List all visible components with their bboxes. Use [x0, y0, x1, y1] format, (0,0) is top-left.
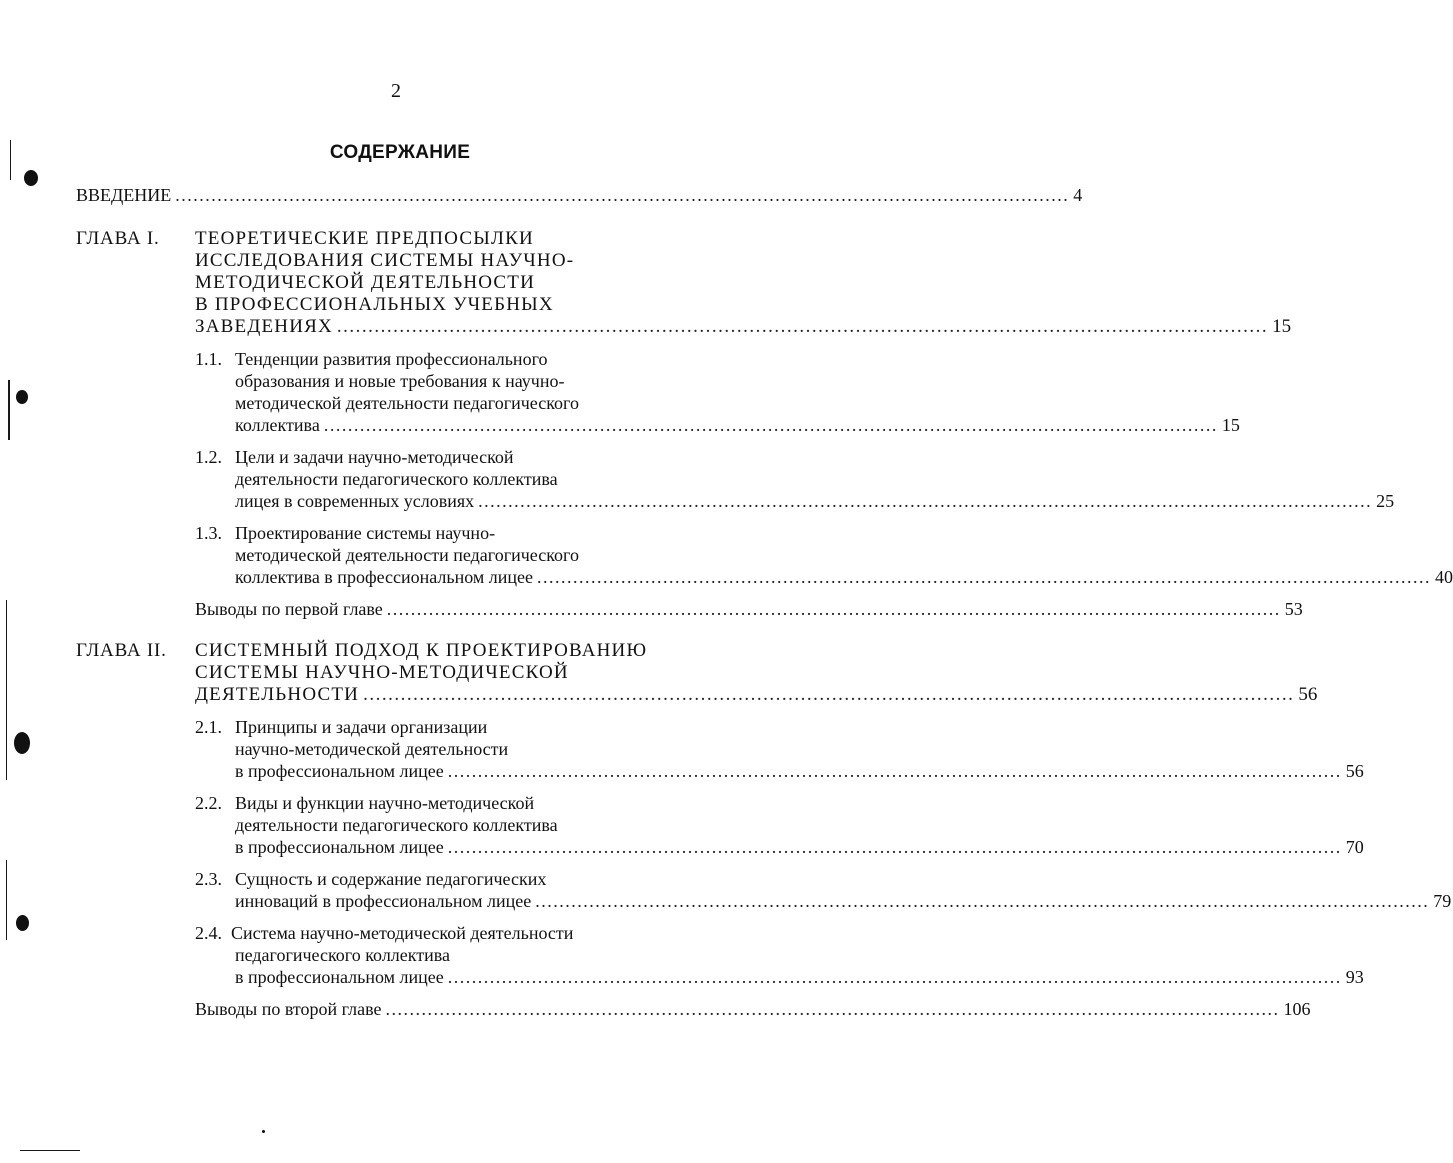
- leader-dots: .....................................................................................................................................................: [323, 415, 1218, 435]
- toc-entry-conclusion: [195, 998, 1311, 1020]
- leader-dots: .....................................................................................................................................................: [385, 999, 1280, 1019]
- toc-page-number: 93: [1345, 967, 1364, 987]
- page-number: 2: [391, 80, 401, 102]
- section-line: в профессиональном лицее: [235, 967, 444, 987]
- chapter-label: ГЛАВА I.: [76, 228, 160, 249]
- leader-dots: .....................................................................................................................................................: [363, 684, 1295, 705]
- leader-dots: .....................................................................................................................................................: [447, 837, 1342, 857]
- section-line: методической деятельности педагогического: [235, 393, 579, 413]
- section-line: лицея в современных условиях: [235, 491, 475, 511]
- section-line: Тенденции развития профессионального: [235, 349, 548, 369]
- section-number: 1.1.: [195, 349, 222, 369]
- section-line: в профессиональном лицее: [235, 837, 444, 857]
- scan-artifact-line: [6, 860, 7, 940]
- toc-page-number: 25: [1376, 491, 1395, 511]
- toc-entry-section: [235, 890, 1452, 912]
- toc-page-number: 79: [1433, 891, 1452, 911]
- scan-artifact-line: [8, 380, 10, 440]
- section-line: методической деятельности педагогического: [235, 545, 579, 565]
- section-number: 2.2.: [195, 793, 222, 813]
- chapter-title-line: ТЕОРЕТИЧЕСКИЕ ПРЕДПОСЫЛКИ: [195, 228, 534, 249]
- section-line: Цели и задачи научно-методической: [235, 447, 514, 467]
- leader-dots: .....................................................................................................................................................: [535, 891, 1430, 911]
- toc-entry-section: [235, 490, 1395, 512]
- scan-artifact-blob: [16, 390, 28, 404]
- page-title: СОДЕРЖАНИЕ: [329, 142, 471, 163]
- section-line: Виды и функции научно-методической: [235, 793, 535, 813]
- section-line: деятельности педагогического коллектива: [235, 815, 558, 835]
- leader-dots: .....................................................................................................................................................: [386, 599, 1281, 619]
- section-line: Сущность и содержание педагогических: [235, 869, 547, 889]
- scan-artifact-blob: [16, 915, 29, 931]
- section-line: коллектива: [235, 415, 320, 435]
- leader-dots: .....................................................................................................................................................: [447, 967, 1342, 987]
- chapter-title-last-line: [195, 316, 1292, 338]
- scan-artifact-dot: [262, 1130, 265, 1133]
- toc-page-number: 53: [1284, 599, 1303, 619]
- leader-dots: .....................................................................................................................................................: [478, 491, 1373, 511]
- scan-artifact-blob: [24, 170, 38, 186]
- toc-page-number: 70: [1345, 837, 1364, 857]
- section-number: 1.2.: [195, 447, 222, 467]
- leader-dots: .....................................................................................................................................................: [447, 761, 1342, 781]
- toc-entry-section: [235, 836, 1364, 858]
- chapter-title-line: ДЕЯТЕЛЬНОСТИ: [195, 684, 360, 705]
- toc-page-number: 40: [1435, 567, 1453, 587]
- chapter-title-line: В ПРОФЕССИОНАЛЬНЫХ УЧЕБНЫХ: [195, 294, 554, 315]
- toc-page-number: 15: [1272, 316, 1292, 337]
- chapter-title-line: СИСТЕМЫ НАУЧНО-МЕТОДИЧЕСКОЙ: [195, 662, 569, 683]
- toc-entry-conclusion: [195, 598, 1303, 620]
- chapter-title-line: ЗАВЕДЕНИЯХ: [195, 316, 333, 337]
- section-line: научно-методической деятельности: [235, 739, 509, 759]
- toc-page-number: 56: [1298, 684, 1318, 705]
- toc-entry-section: [235, 966, 1364, 988]
- scan-artifact-line: [20, 1150, 80, 1151]
- section-number: 2.1.: [195, 717, 222, 737]
- section-line: образования и новые требования к научно-: [235, 371, 565, 391]
- leader-dots: .....................................................................................................................................................: [175, 185, 1070, 205]
- toc-entry-section: [235, 566, 1453, 588]
- toc-entry-label: ВВЕДЕНИЕ: [76, 185, 172, 205]
- chapter-title-last-line: [195, 684, 1318, 706]
- leader-dots: .....................................................................................................................................................: [537, 567, 1432, 587]
- section-line: инноваций в профессиональном лицее: [235, 891, 532, 911]
- section-line: коллектива в профессиональном лицее: [235, 567, 534, 587]
- chapter-title-line: МЕТОДИЧЕСКОЙ ДЕЯТЕЛЬНОСТИ: [195, 272, 536, 293]
- leader-dots: .....................................................................................................................................................: [336, 316, 1269, 337]
- toc-entry-section: [235, 414, 1240, 436]
- section-line: в профессиональном лицее: [235, 761, 444, 781]
- toc-entry-section: [235, 760, 1364, 782]
- toc-entry-intro: [76, 184, 1083, 206]
- toc-page-number: 56: [1345, 761, 1364, 781]
- section-number: 1.3.: [195, 523, 222, 543]
- section-line: Проектирование системы научно-: [235, 523, 496, 543]
- section-line: Система научно-методической деятельности: [231, 923, 574, 943]
- chapter-title-line: ИССЛЕДОВАНИЯ СИСТЕМЫ НАУЧНО-: [195, 250, 575, 271]
- chapter-title-line: СИСТЕМНЫЙ ПОДХОД К ПРОЕКТИРОВАНИЮ: [195, 640, 648, 661]
- toc-entry-label: Выводы по второй главе: [195, 999, 382, 1019]
- toc-page-number: 106: [1283, 999, 1311, 1019]
- toc-entry-label: Выводы по первой главе: [195, 599, 383, 619]
- section-line: деятельности педагогического коллектива: [235, 469, 558, 489]
- toc-page-number: 4: [1073, 185, 1083, 205]
- section-number: 2.4.: [195, 923, 222, 943]
- scan-artifact-line: [6, 600, 7, 780]
- toc-page-number: 15: [1221, 415, 1240, 435]
- section-line: педагогического коллектива: [235, 945, 451, 965]
- chapter-label: ГЛАВА II.: [76, 640, 167, 661]
- scan-artifact-blob: [14, 732, 30, 754]
- section-number: 2.3.: [195, 869, 222, 889]
- section-line: Принципы и задачи организации: [235, 717, 488, 737]
